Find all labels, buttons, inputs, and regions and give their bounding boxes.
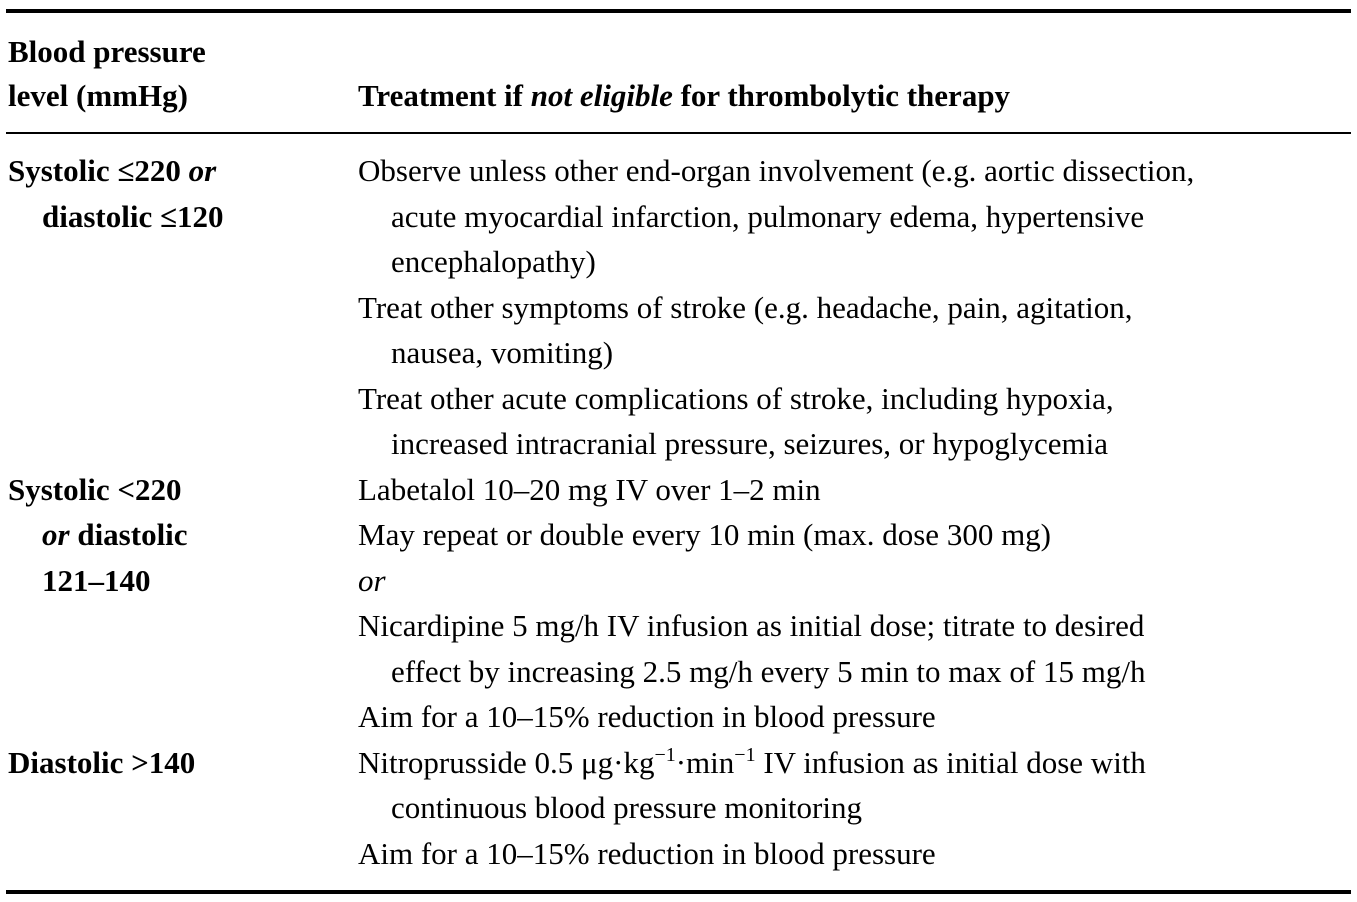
header-divider-rule: [6, 132, 1351, 134]
treatment-or: or: [358, 562, 386, 598]
treatment-item: Treat other acute complications of stroke, including hypoxia, increased intracranial pressure, seizures, or hypoglycemia: [358, 380, 1114, 461]
treatment-item: Treat other symptoms of stroke (e.g. headache, pain, agitation, nausea, vomiting): [358, 289, 1133, 370]
treatment-item: Labetalol 10–20 mg IV over 1–2 min: [358, 471, 821, 507]
treatment-item: Aim for a 10–15% reduction in blood pressure: [358, 835, 936, 871]
column-header-treatment: Treatment if not eligible for thrombolytic therapy: [358, 78, 1011, 113]
treatment-item: Observe unless other end-organ involvement (e.g. aortic dissection, acute myocardial infarction, pulmonary edema, hypertensive encephalopathy): [358, 153, 1195, 279]
bp-level-row-2: Systolic <220 or diastolic 121–140: [8, 471, 188, 598]
treatment-item: Aim for a 10–15% reduction in blood pressure: [358, 699, 936, 734]
treatment-item: Nicardipine 5 mg/h IV infusion as initial dose; titrate to desired effect by increasing 2.5 mg/h every 5 min to max of 15 mg/h: [358, 608, 1146, 689]
treatment-item: May repeat or double every 10 min (max. dose 300 mg): [358, 517, 1052, 552]
table-bottom-rule: [6, 890, 1351, 894]
treatment-item: Nitroprusside 0.5 $\mu g\cdot kg^{-1}\cdot\min^{-1}$ IV infusion as initial dose with continuous blood pressure monitoring: [358, 743, 1146, 825]
bp-level-row-1: Systolic ≤220 or diastolic ≤120: [8, 153, 224, 234]
header-line: Blood pressure: [8, 34, 206, 69]
header-line: level (mmHg): [8, 78, 188, 113]
bp-level-row-3: Diastolic >140: [8, 744, 196, 780]
column-header-bp-level: [8, 30, 206, 118]
table-top-rule: [6, 9, 1351, 13]
